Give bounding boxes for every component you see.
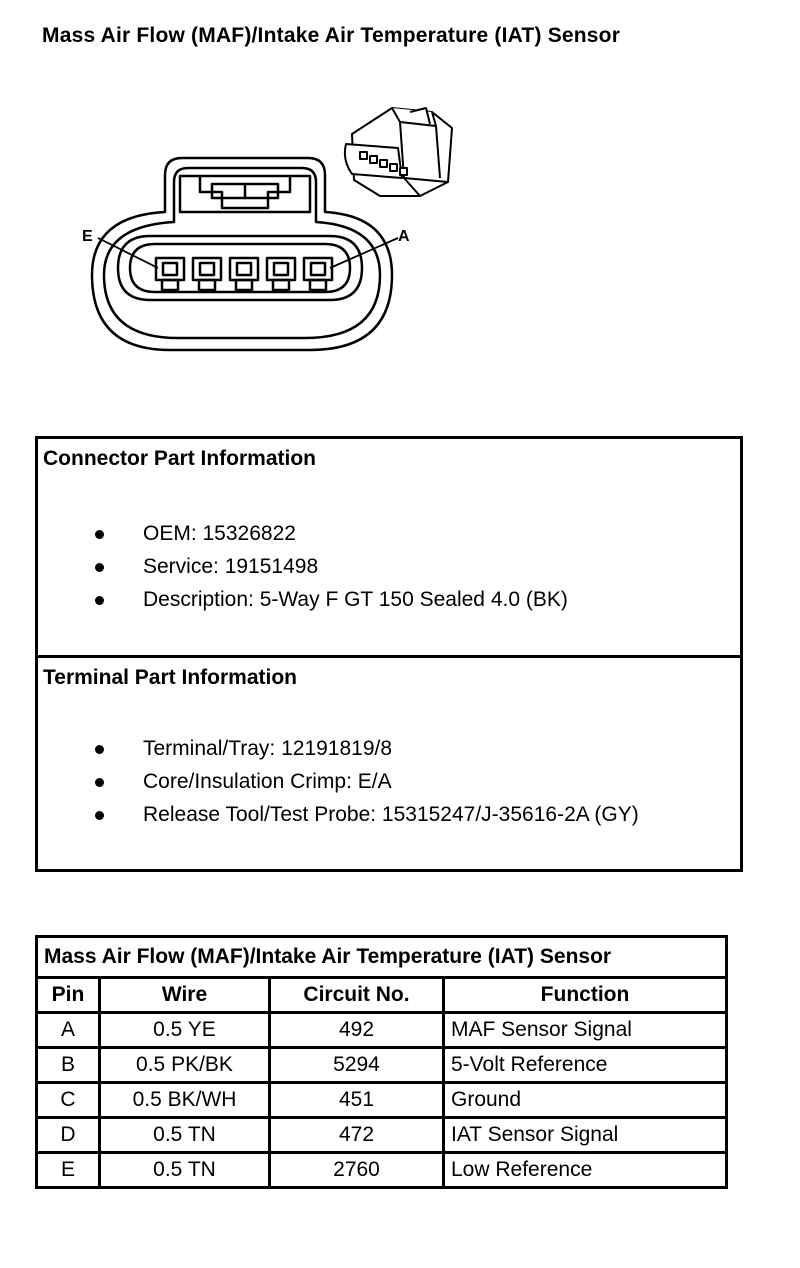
terminal-e: [156, 258, 184, 290]
wire-cell: 0.5 TN: [100, 1118, 270, 1153]
table-row: [37, 1013, 727, 1048]
list-item-text: OEM: 15326822: [143, 522, 296, 545]
wire-cell: 0.5 YE: [100, 1013, 270, 1048]
list-item-text: Terminal/Tray: 12191819/8: [143, 737, 393, 760]
list-item-text: Service: 19151498: [143, 555, 319, 578]
wire-cell: 0.5 TN: [100, 1153, 270, 1188]
circuit-cell: 5294: [270, 1048, 444, 1083]
list-item: [38, 550, 568, 583]
function-cell: Low Reference: [444, 1153, 727, 1188]
bullet-icon: [95, 778, 104, 787]
table-row: [37, 1118, 727, 1153]
bullet-icon: [95, 745, 104, 754]
page-title: Mass Air Flow (MAF)/Intake Air Temperature (IAT) Sensor: [42, 24, 621, 47]
list-item-text: Release Tool/Test Probe: 15315247/J-35616-2A (GY): [143, 803, 639, 826]
pin-label-e: E: [82, 228, 93, 245]
bullet-icon: [95, 811, 104, 820]
wire-cell: 0.5 PK/BK: [100, 1048, 270, 1083]
list-item: [38, 583, 568, 616]
leader-line-a: [330, 238, 398, 268]
pin-table-header-row: [37, 978, 727, 1013]
pin-cell: D: [37, 1118, 100, 1153]
function-cell: IAT Sensor Signal: [444, 1118, 727, 1153]
connector-face: [92, 158, 398, 350]
column-header-wire: Wire: [100, 978, 270, 1013]
connector-diagram: [0, 0, 800, 420]
pin-table-caption: Mass Air Flow (MAF)/Intake Air Temperature (IAT) Sensor: [37, 937, 727, 978]
bullet-icon: [95, 530, 104, 539]
pin-cell: E: [37, 1153, 100, 1188]
column-header-pin: Pin: [37, 978, 100, 1013]
list-item: [38, 732, 639, 765]
circuit-cell: 451: [270, 1083, 444, 1118]
pin-cell: C: [37, 1083, 100, 1118]
connector-info-list: [38, 517, 568, 616]
list-item-text: Core/Insulation Crimp: E/A: [143, 770, 392, 793]
column-header-function: Function: [444, 978, 727, 1013]
function-cell: Ground: [444, 1083, 727, 1118]
circuit-cell: 492: [270, 1013, 444, 1048]
terminal-c: [230, 258, 258, 290]
function-cell: MAF Sensor Signal: [444, 1013, 727, 1048]
list-item: [38, 765, 639, 798]
connector-part-info: [38, 439, 740, 658]
column-header-circuit: Circuit No.: [270, 978, 444, 1013]
list-item: [38, 798, 639, 831]
terminal-b: [267, 258, 295, 290]
wire-cell: 0.5 BK/WH: [100, 1083, 270, 1118]
terminal-a: [304, 258, 332, 290]
terminal-info-list: [38, 732, 639, 831]
connector-info-heading: Connector Part Information: [43, 447, 317, 470]
pin-label-a: A: [398, 228, 410, 245]
list-item-text: Description: 5-Way F GT 150 Sealed 4.0 (BK): [143, 588, 568, 611]
pin-table: [35, 935, 728, 1189]
table-row: [37, 1153, 727, 1188]
table-row: [37, 1048, 727, 1083]
terminal-info-heading: Terminal Part Information: [43, 666, 297, 689]
table-row: [37, 1083, 727, 1118]
pin-cell: B: [37, 1048, 100, 1083]
bullet-icon: [95, 563, 104, 572]
bullet-icon: [95, 596, 104, 605]
part-info-box: [35, 436, 743, 872]
pin-cell: A: [37, 1013, 100, 1048]
circuit-cell: 472: [270, 1118, 444, 1153]
terminal-d: [193, 258, 221, 290]
function-cell: 5-Volt Reference: [444, 1048, 727, 1083]
connector-isometric-view: [345, 108, 452, 196]
list-item: [38, 517, 568, 550]
circuit-cell: 2760: [270, 1153, 444, 1188]
terminal-part-info: [38, 658, 740, 869]
